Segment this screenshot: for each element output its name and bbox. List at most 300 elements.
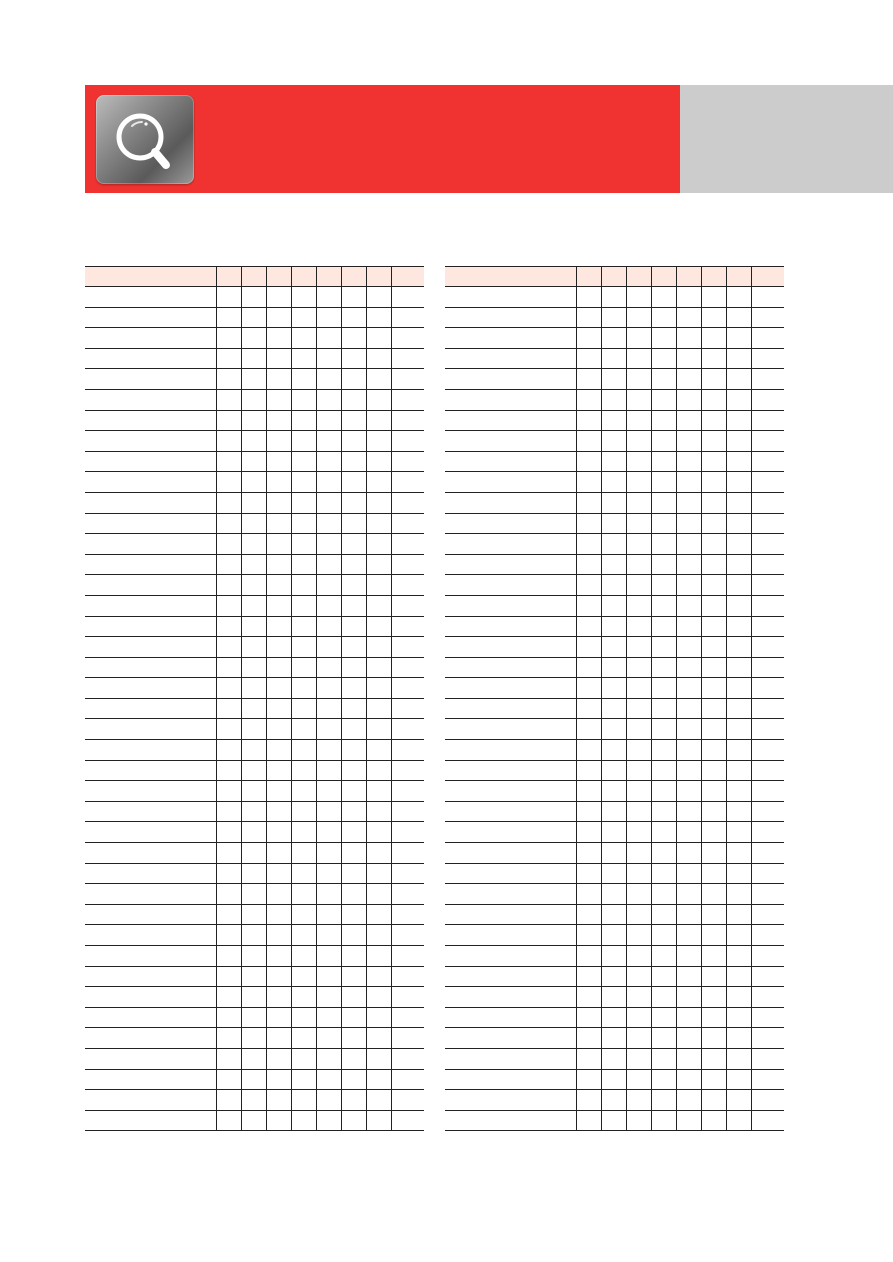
table-cell: [85, 595, 216, 616]
table-cell: [291, 369, 316, 390]
table-cell: [726, 904, 751, 925]
table-cell: [366, 863, 391, 884]
table-cell: [241, 595, 266, 616]
table-cell: [291, 698, 316, 719]
table-row: [445, 678, 784, 699]
table-cell: [85, 369, 216, 390]
table-cell: [85, 554, 216, 575]
table-row: [85, 637, 424, 658]
table-cell: [751, 822, 784, 843]
table-cell: [626, 307, 651, 328]
table-cell: [726, 287, 751, 308]
table-cell: [291, 1069, 316, 1090]
table-cell: [651, 575, 676, 596]
table-cell: [341, 595, 366, 616]
table-row: [445, 637, 784, 658]
table-cell: [316, 657, 341, 678]
table-cell: [291, 843, 316, 864]
table-cell: [216, 472, 241, 493]
table-cell: [726, 1110, 751, 1131]
table-cell: [341, 554, 366, 575]
table-cell: [751, 307, 784, 328]
table-cell: [316, 369, 341, 390]
table-cell: [366, 1028, 391, 1049]
table-cell: [266, 760, 291, 781]
table-cell: [316, 1090, 341, 1111]
table-cell: [85, 843, 216, 864]
table-cell: [291, 1028, 316, 1049]
table-cell: [751, 513, 784, 534]
table-cell: [216, 966, 241, 987]
table-cell: [266, 472, 291, 493]
table-cell: [216, 925, 241, 946]
table-cell: [391, 904, 424, 925]
table-cell: [701, 1028, 726, 1049]
table-cell: [701, 328, 726, 349]
table-cell: [216, 822, 241, 843]
table-cell: [626, 1110, 651, 1131]
table-cell: [751, 369, 784, 390]
table-cell: [576, 1048, 601, 1069]
table-cell: [316, 966, 341, 987]
table-cell: [216, 287, 241, 308]
table-cell: [445, 1090, 576, 1111]
table-cell: [366, 904, 391, 925]
table-row: [445, 287, 784, 308]
table-cell: [445, 1028, 576, 1049]
table-cell: [576, 698, 601, 719]
table-cell: [445, 492, 576, 513]
table-cell: [651, 287, 676, 308]
table-row: [445, 369, 784, 390]
table-cell: [651, 451, 676, 472]
table-cell: [241, 1110, 266, 1131]
table-cell: [316, 389, 341, 410]
table-cell: [601, 966, 626, 987]
table-cell: [626, 389, 651, 410]
table-cell: [316, 287, 341, 308]
table-cell: [316, 863, 341, 884]
table-cell: [726, 884, 751, 905]
table-cell: [626, 616, 651, 637]
table-cell: [216, 575, 241, 596]
table-cell: [651, 307, 676, 328]
table-cell: [651, 1048, 676, 1069]
table-cell: [576, 1007, 601, 1028]
table-cell: [651, 781, 676, 802]
table-cell: [85, 1048, 216, 1069]
table-cell: [701, 760, 726, 781]
table-cell: [266, 1110, 291, 1131]
table-cell: [601, 863, 626, 884]
table-cell: [391, 637, 424, 658]
table-cell: [726, 410, 751, 431]
table-cell: [701, 431, 726, 452]
table-cell: [241, 287, 266, 308]
table-cell: [366, 575, 391, 596]
table-cell: [316, 328, 341, 349]
table-cell: [651, 987, 676, 1008]
table-cell: [216, 1110, 241, 1131]
table-cell: [445, 431, 576, 452]
table-cell: [726, 657, 751, 678]
header-cell: [651, 267, 676, 287]
table-cell: [676, 822, 701, 843]
table-cell: [366, 678, 391, 699]
table-cell: [291, 451, 316, 472]
table-cell: [751, 801, 784, 822]
table-cell: [601, 431, 626, 452]
table-cell: [391, 719, 424, 740]
table-cell: [726, 719, 751, 740]
table-cell: [241, 719, 266, 740]
table-cell: [701, 822, 726, 843]
table-cell: [701, 472, 726, 493]
table-cell: [701, 987, 726, 1008]
table-cell: [291, 389, 316, 410]
table-cell: [266, 348, 291, 369]
table-row: [85, 657, 424, 678]
table-cell: [241, 1069, 266, 1090]
table-row: [445, 513, 784, 534]
table-cell: [651, 1069, 676, 1090]
table-row: [445, 1090, 784, 1111]
table-cell: [291, 1090, 316, 1111]
table-cell: [576, 575, 601, 596]
table-cell: [726, 534, 751, 555]
table-cell: [601, 698, 626, 719]
table-cell: [726, 1007, 751, 1028]
table-row: [445, 472, 784, 493]
table-cell: [266, 740, 291, 761]
table-cell: [391, 389, 424, 410]
table-cell: [701, 513, 726, 534]
table-cell: [341, 1048, 366, 1069]
table-cell: [391, 678, 424, 699]
table-cell: [445, 966, 576, 987]
table-row: [445, 492, 784, 513]
table-cell: [701, 678, 726, 699]
table-cell: [366, 1007, 391, 1028]
table-cell: [266, 863, 291, 884]
table-cell: [701, 410, 726, 431]
table-cell: [601, 1090, 626, 1111]
table-cell: [601, 946, 626, 967]
table-row: [85, 431, 424, 452]
table-cell: [651, 616, 676, 637]
table-cell: [701, 719, 726, 740]
table-cell: [316, 678, 341, 699]
table-cell: [341, 369, 366, 390]
table-cell: [726, 389, 751, 410]
table-row: [445, 760, 784, 781]
table-cell: [576, 513, 601, 534]
table-cell: [391, 534, 424, 555]
table-cell: [601, 657, 626, 678]
table-cell: [291, 946, 316, 967]
table-row: [445, 595, 784, 616]
table-cell: [726, 451, 751, 472]
table-cell: [445, 410, 576, 431]
table-cell: [576, 966, 601, 987]
table-cell: [626, 1090, 651, 1111]
table-cell: [266, 781, 291, 802]
table-cell: [391, 760, 424, 781]
table-cell: [316, 884, 341, 905]
table-cell: [241, 822, 266, 843]
table-cell: [391, 966, 424, 987]
table-cell: [316, 1007, 341, 1028]
table-cell: [626, 946, 651, 967]
table-cell: [651, 410, 676, 431]
table-row: [85, 1028, 424, 1049]
table-cell: [216, 369, 241, 390]
table-cell: [726, 513, 751, 534]
table-cell: [341, 492, 366, 513]
table-cell: [445, 678, 576, 699]
table-cell: [316, 698, 341, 719]
table-cell: [576, 328, 601, 349]
table-cell: [291, 966, 316, 987]
table-cell: [601, 534, 626, 555]
table-cell: [391, 987, 424, 1008]
table-cell: [316, 719, 341, 740]
table-cell: [366, 822, 391, 843]
table-cell: [626, 843, 651, 864]
table-cell: [751, 698, 784, 719]
header-cell: [751, 267, 784, 287]
table-cell: [266, 1007, 291, 1028]
table-cell: [676, 1007, 701, 1028]
table-cell: [85, 513, 216, 534]
table-row: [85, 863, 424, 884]
table-cell: [216, 863, 241, 884]
table-cell: [85, 1028, 216, 1049]
table-cell: [701, 863, 726, 884]
table-cell: [85, 987, 216, 1008]
table-cell: [626, 822, 651, 843]
table-row: [85, 1110, 424, 1131]
table-cell: [341, 904, 366, 925]
table-cell: [341, 1069, 366, 1090]
table-cell: [341, 1007, 366, 1028]
table-cell: [85, 781, 216, 802]
table-cell: [366, 1090, 391, 1111]
table-row: [85, 348, 424, 369]
table-cell: [751, 348, 784, 369]
table-cell: [341, 637, 366, 658]
table-cell: [701, 657, 726, 678]
table-cell: [216, 554, 241, 575]
table-cell: [601, 307, 626, 328]
table-row: [85, 1048, 424, 1069]
table-cell: [216, 637, 241, 658]
table-cell: [216, 307, 241, 328]
table-cell: [85, 966, 216, 987]
table-cell: [241, 781, 266, 802]
table-cell: [291, 1048, 316, 1069]
table-row: [445, 1069, 784, 1090]
table-cell: [316, 925, 341, 946]
table-cell: [85, 616, 216, 637]
table-cell: [726, 801, 751, 822]
table-cell: [266, 1069, 291, 1090]
table-cell: [316, 801, 341, 822]
table-cell: [751, 760, 784, 781]
table-cell: [316, 348, 341, 369]
table-cell: [341, 678, 366, 699]
table-cell: [626, 1028, 651, 1049]
table-cell: [85, 575, 216, 596]
table-cell: [626, 740, 651, 761]
header-cell: [316, 267, 341, 287]
table-cell: [676, 513, 701, 534]
table-cell: [676, 904, 701, 925]
table-cell: [676, 863, 701, 884]
table-row: [445, 966, 784, 987]
table-cell: [601, 678, 626, 699]
table-cell: [366, 760, 391, 781]
table-cell: [676, 637, 701, 658]
table-cell: [626, 554, 651, 575]
header-cell: [266, 267, 291, 287]
table-cell: [291, 307, 316, 328]
table-cell: [241, 740, 266, 761]
table-cell: [316, 513, 341, 534]
table-cell: [341, 575, 366, 596]
table-cell: [445, 513, 576, 534]
table-cell: [85, 287, 216, 308]
table-cell: [366, 884, 391, 905]
table-cell: [651, 740, 676, 761]
table-row: [445, 904, 784, 925]
table-cell: [291, 616, 316, 637]
table-cell: [651, 698, 676, 719]
table-cell: [241, 328, 266, 349]
table-cell: [726, 1090, 751, 1111]
table-cell: [601, 1069, 626, 1090]
table-cell: [751, 492, 784, 513]
table-cell: [701, 1048, 726, 1069]
table-cell: [445, 287, 576, 308]
table-cell: [676, 1069, 701, 1090]
table-cell: [601, 822, 626, 843]
table-cell: [291, 987, 316, 1008]
table-cell: [445, 863, 576, 884]
header-cell: [601, 267, 626, 287]
table-cell: [216, 595, 241, 616]
table-cell: [291, 801, 316, 822]
table-cell: [751, 1028, 784, 1049]
table-cell: [601, 1048, 626, 1069]
table-cell: [85, 904, 216, 925]
right-grid-table: [445, 266, 784, 1131]
table-cell: [341, 884, 366, 905]
table-cell: [726, 678, 751, 699]
table-cell: [601, 554, 626, 575]
table-cell: [366, 554, 391, 575]
table-row: [85, 389, 424, 410]
table-cell: [651, 534, 676, 555]
table-cell: [216, 843, 241, 864]
table-cell: [576, 287, 601, 308]
table-cell: [726, 966, 751, 987]
table-cell: [445, 451, 576, 472]
table-cell: [341, 801, 366, 822]
table-row: [85, 1069, 424, 1090]
header-cell: [726, 267, 751, 287]
table-row: [445, 946, 784, 967]
table-cell: [626, 987, 651, 1008]
table-cell: [701, 575, 726, 596]
table-cell: [676, 287, 701, 308]
table-cell: [651, 1028, 676, 1049]
table-row: [445, 1110, 784, 1131]
table-cell: [341, 719, 366, 740]
table-cell: [651, 966, 676, 987]
table-cell: [701, 1090, 726, 1111]
table-cell: [601, 1007, 626, 1028]
table-cell: [291, 1110, 316, 1131]
table-row: [85, 801, 424, 822]
table-cell: [366, 389, 391, 410]
table-cell: [651, 719, 676, 740]
table-cell: [751, 719, 784, 740]
table-cell: [576, 472, 601, 493]
table-cell: [726, 843, 751, 864]
table-cell: [676, 410, 701, 431]
table-cell: [266, 678, 291, 699]
table-cell: [291, 513, 316, 534]
table-cell: [266, 369, 291, 390]
table-cell: [216, 760, 241, 781]
table-cell: [576, 822, 601, 843]
table-cell: [241, 616, 266, 637]
table-cell: [391, 698, 424, 719]
table-cell: [216, 884, 241, 905]
table-cell: [341, 657, 366, 678]
table-cell: [366, 369, 391, 390]
table-cell: [576, 554, 601, 575]
table-cell: [576, 884, 601, 905]
table-cell: [701, 1007, 726, 1028]
table-cell: [626, 863, 651, 884]
table-cell: [676, 719, 701, 740]
table-row: [85, 575, 424, 596]
table-cell: [676, 843, 701, 864]
table-cell: [85, 1069, 216, 1090]
table-cell: [266, 946, 291, 967]
table-cell: [445, 575, 576, 596]
table-cell: [391, 307, 424, 328]
table-row: [445, 451, 784, 472]
table-cell: [266, 513, 291, 534]
table-cell: [316, 1048, 341, 1069]
table-cell: [676, 657, 701, 678]
table-cell: [266, 884, 291, 905]
table-cell: [445, 843, 576, 864]
table-cell: [266, 492, 291, 513]
table-cell: [291, 575, 316, 596]
table-cell: [601, 287, 626, 308]
table-row: [85, 616, 424, 637]
table-cell: [391, 287, 424, 308]
table-cell: [751, 904, 784, 925]
table-cell: [316, 1028, 341, 1049]
table-cell: [445, 595, 576, 616]
table-cell: [626, 801, 651, 822]
header-cell: [701, 267, 726, 287]
